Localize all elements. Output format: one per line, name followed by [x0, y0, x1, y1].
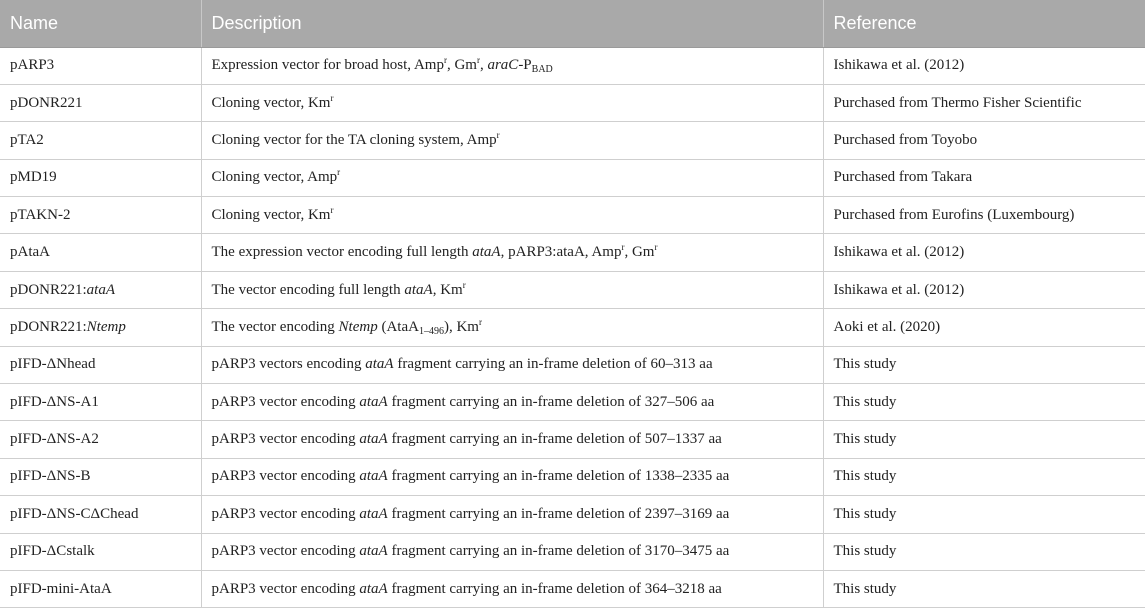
cell-description: [201, 570, 823, 607]
cell-reference: This study: [823, 421, 1145, 458]
text-segment: r: [621, 242, 625, 253]
text-segment: r: [462, 279, 466, 290]
text-segment: , Gm: [446, 57, 477, 74]
header-name: Name: [0, 0, 201, 47]
table-header: [0, 0, 1145, 47]
text-segment: BAD: [531, 64, 553, 76]
text-segment: ataA: [359, 393, 388, 410]
text-segment: ataA: [359, 543, 388, 560]
text-segment: , Gm: [624, 244, 655, 261]
text-segment: ), Km: [443, 318, 479, 335]
table-row: [0, 271, 1145, 308]
table-row: [0, 496, 1145, 533]
header-row: [0, 0, 1145, 47]
text-segment: pDONR221: [10, 94, 83, 111]
text-segment: , Km: [432, 281, 463, 298]
text-segment: fragment carrying an in-frame deletion of 2397–3169 aa: [387, 505, 730, 522]
text-segment: araC: [487, 57, 519, 74]
table-row: [0, 421, 1145, 458]
text-segment: The expression vector encoding full length: [211, 244, 473, 261]
text-segment: Cloning vector, Km: [211, 206, 331, 223]
cell-description: [201, 533, 823, 570]
text-segment: r: [476, 55, 480, 66]
cell-reference: Ishikawa et al. (2012): [823, 47, 1145, 84]
table-row: [0, 234, 1145, 271]
table-row: [0, 458, 1145, 495]
text-segment: pARP3 vector encoding: [211, 393, 360, 410]
text-segment: -P: [518, 57, 532, 74]
text-segment: pARP3 vector encoding: [211, 468, 360, 485]
text-segment: The vector encoding full length: [211, 281, 405, 298]
text-segment: r: [443, 55, 447, 66]
text-segment: pARP3 vector encoding: [211, 580, 360, 597]
text-segment: pTA2: [10, 131, 44, 148]
text-segment: ,: [479, 57, 488, 74]
text-segment: ataA: [359, 505, 388, 522]
cell-name: [0, 309, 201, 346]
text-segment: pARP3 vector encoding: [211, 431, 360, 448]
cell-reference: Purchased from Thermo Fisher Scientific: [823, 84, 1145, 121]
cell-description: [201, 47, 823, 84]
text-segment: pTAKN-2: [10, 206, 71, 223]
text-segment: pARP3: [10, 57, 55, 74]
cell-description: [201, 384, 823, 421]
cell-reference: Aoki et al. (2020): [823, 309, 1145, 346]
text-segment: ataA: [359, 580, 388, 597]
cell-name: [0, 421, 201, 458]
text-segment: pIFD-ΔNS-B: [10, 468, 91, 485]
cell-name: [0, 496, 201, 533]
text-segment: 1–496: [418, 325, 444, 337]
text-segment: pIFD-ΔNS-A2: [10, 431, 99, 448]
cell-description: [201, 309, 823, 346]
cell-reference: This study: [823, 346, 1145, 383]
text-segment: fragment carrying an in-frame deletion of 327–506 aa: [387, 393, 715, 410]
cell-reference: This study: [823, 496, 1145, 533]
cell-description: [201, 458, 823, 495]
cell-reference: Purchased from Toyobo: [823, 122, 1145, 159]
text-segment: fragment carrying an in-frame deletion of 364–3218 aa: [387, 580, 722, 597]
text-segment: pIFD-ΔCstalk: [10, 543, 95, 560]
cell-reference: Ishikawa et al. (2012): [823, 234, 1145, 271]
text-segment: r: [478, 316, 482, 327]
cell-description: [201, 496, 823, 533]
text-segment: Expression vector for broad host, Amp: [211, 57, 444, 74]
cell-reference: Purchased from Takara: [823, 159, 1145, 196]
cell-description: [201, 421, 823, 458]
cell-name: [0, 159, 201, 196]
cell-name: [0, 47, 201, 84]
text-segment: pIFD-mini-AtaA: [10, 580, 112, 597]
text-segment: Cloning vector, Amp: [211, 169, 338, 186]
text-segment: Ntemp: [338, 318, 378, 335]
cell-description: [201, 84, 823, 121]
table-row: [0, 346, 1145, 383]
table-row: [0, 84, 1145, 121]
text-segment: pDONR221:: [10, 318, 87, 335]
cell-description: [201, 197, 823, 234]
text-segment: pIFD-ΔNhead: [10, 356, 96, 373]
text-segment: pAtaA: [10, 244, 50, 261]
table-body: [0, 47, 1145, 608]
header-reference: Reference: [823, 0, 1145, 47]
cell-name: [0, 122, 201, 159]
text-segment: fragment carrying an in-frame deletion of 507–1337 aa: [387, 431, 722, 448]
text-segment: ataA: [472, 244, 501, 261]
table-row: [0, 47, 1145, 84]
text-segment: Ntemp: [86, 318, 126, 335]
text-segment: fragment carrying an in-frame deletion of 60–313 aa: [393, 356, 713, 373]
text-segment: ataA: [404, 281, 433, 298]
table-row: [0, 122, 1145, 159]
cell-name: [0, 570, 201, 607]
table-row: [0, 197, 1145, 234]
text-segment: pARP3 vector encoding: [211, 505, 360, 522]
text-segment: r: [337, 167, 341, 178]
text-segment: pIFD-ΔNS-CΔChead: [10, 505, 139, 522]
cell-name: [0, 533, 201, 570]
cell-reference: This study: [823, 384, 1145, 421]
cell-name: [0, 458, 201, 495]
cell-name: [0, 346, 201, 383]
text-segment: ataA: [359, 468, 388, 485]
text-segment: ataA: [365, 356, 394, 373]
text-segment: Cloning vector, Km: [211, 94, 331, 111]
table-row: [0, 570, 1145, 607]
text-segment: pARP3 vectors encoding: [211, 356, 366, 373]
text-segment: r: [330, 204, 334, 215]
text-segment: r: [330, 92, 334, 103]
text-segment: pMD19: [10, 169, 57, 186]
text-segment: r: [496, 129, 500, 140]
cell-reference: This study: [823, 533, 1145, 570]
table-row: [0, 384, 1145, 421]
text-segment: pARP3 vector encoding: [211, 543, 360, 560]
cell-name: [0, 271, 201, 308]
text-segment: pIFD-ΔNS-A1: [10, 393, 99, 410]
text-segment: ataA: [86, 281, 116, 298]
cell-description: [201, 271, 823, 308]
table-row: [0, 309, 1145, 346]
cell-name: [0, 234, 201, 271]
text-segment: fragment carrying an in-frame deletion of 3170–3475 aa: [387, 543, 730, 560]
table-row: [0, 533, 1145, 570]
text-segment: (AtaA: [377, 318, 419, 335]
cell-reference: Purchased from Eurofins (Luxembourg): [823, 197, 1145, 234]
cell-name: [0, 84, 201, 121]
text-segment: Cloning vector for the TA cloning system, Amp: [211, 131, 497, 148]
text-segment: fragment carrying an in-frame deletion of 1338–2335 aa: [387, 468, 730, 485]
text-segment: The vector encoding: [211, 318, 339, 335]
header-description: Description: [201, 0, 823, 47]
cell-description: [201, 346, 823, 383]
cell-description: [201, 234, 823, 271]
text-segment: ataA: [359, 431, 388, 448]
cell-reference: Ishikawa et al. (2012): [823, 271, 1145, 308]
text-segment: pDONR221:: [10, 281, 87, 298]
cell-description: [201, 122, 823, 159]
cell-name: [0, 197, 201, 234]
table-row: [0, 159, 1145, 196]
text-segment: , pARP3:ataA, Amp: [500, 244, 622, 261]
text-segment: r: [654, 242, 658, 253]
cell-reference: This study: [823, 570, 1145, 607]
cell-description: [201, 159, 823, 196]
cell-reference: This study: [823, 458, 1145, 495]
cell-name: [0, 384, 201, 421]
